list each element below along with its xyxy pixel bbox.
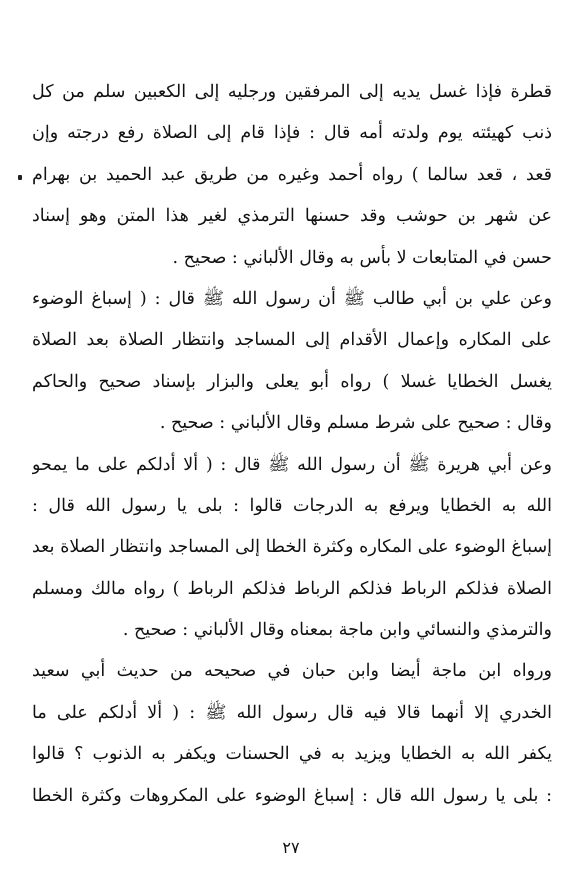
margin-mark	[18, 175, 22, 180]
text-line: الصلاة فذلكم الرباط فذلكم الرباط فذلكم الرباط ) رواه مالك ومسلم	[32, 578, 552, 599]
text-line: يكفر الله به الخطايا ويزيد به في الحسنات ويكفر به الذنوب ؟ قالوا	[32, 744, 552, 765]
text-line: ذنب كهيئته يوم ولدته أمه قال : فإذا قام إلى الصلاة رفع درجته وإن	[32, 123, 552, 144]
text-line: على المكاره وإعمال الأقدام إلى المساجد وانتظار الصلاة بعد الصلاة	[32, 330, 552, 351]
text-line: عن شهر بن حوشب وقد حسنها الترمذي لغير هذا المتن وهو إسناد	[32, 206, 552, 227]
text-line: وعن أبي هريرة ﷺ أن رسول الله ﷺ قال : ( ألا أدلكم على ما يمحو	[32, 454, 552, 475]
text-line: : بلى يا رسول الله قال : إسباغ الوضوء على المكروهات وكثرة الخطا	[32, 785, 552, 806]
page-number: ٢٧	[282, 838, 300, 857]
text-line: الخدري إلا أنهما قالا فيه قال رسول الله ﷺ : ( ألا أدلكم على ما	[32, 702, 552, 723]
text-line: ورواه ابن ماجة أيضا وابن حبان في صحيحه من حديث أبي سعيد	[32, 661, 552, 682]
text-line: وقال : صحيح على شرط مسلم وقال الألباني : صحيح .	[159, 413, 552, 434]
text-line: قعد ، قعد سالما ) رواه أحمد وغيره من طريق عبد الحميد بن بهرام	[32, 164, 552, 185]
text-line: الله به الخطايا ويرفع به الدرجات قالوا : بلى يا رسول الله قال :	[32, 495, 552, 516]
text-line: قطرة فإذا غسل يديه إلى المرفقين ورجليه إلى الكعبين سلم من كل	[32, 82, 552, 102]
text-line: إسباغ الوضوء على المكاره وكثرة الخطا إلى المساجد وانتظار الصلاة بعد	[32, 537, 552, 558]
text-line: حسن في المتابعات لا بأس به وقال الألباني : صحيح .	[172, 247, 552, 268]
text-line: والترمذي والنسائي وابن ماجة بمعناه وقال الألباني : صحيح .	[122, 620, 552, 641]
body-text	[32, 72, 552, 817]
text-line: يغسل الخطايا غسلا ) رواه أبو يعلى والبزار بإسناد صحيح والحاكم	[32, 371, 552, 392]
text-line: وعن علي بن أبي طالب ﷺ أن رسول الله ﷺ قال : ( إسباغ الوضوء	[32, 288, 552, 309]
